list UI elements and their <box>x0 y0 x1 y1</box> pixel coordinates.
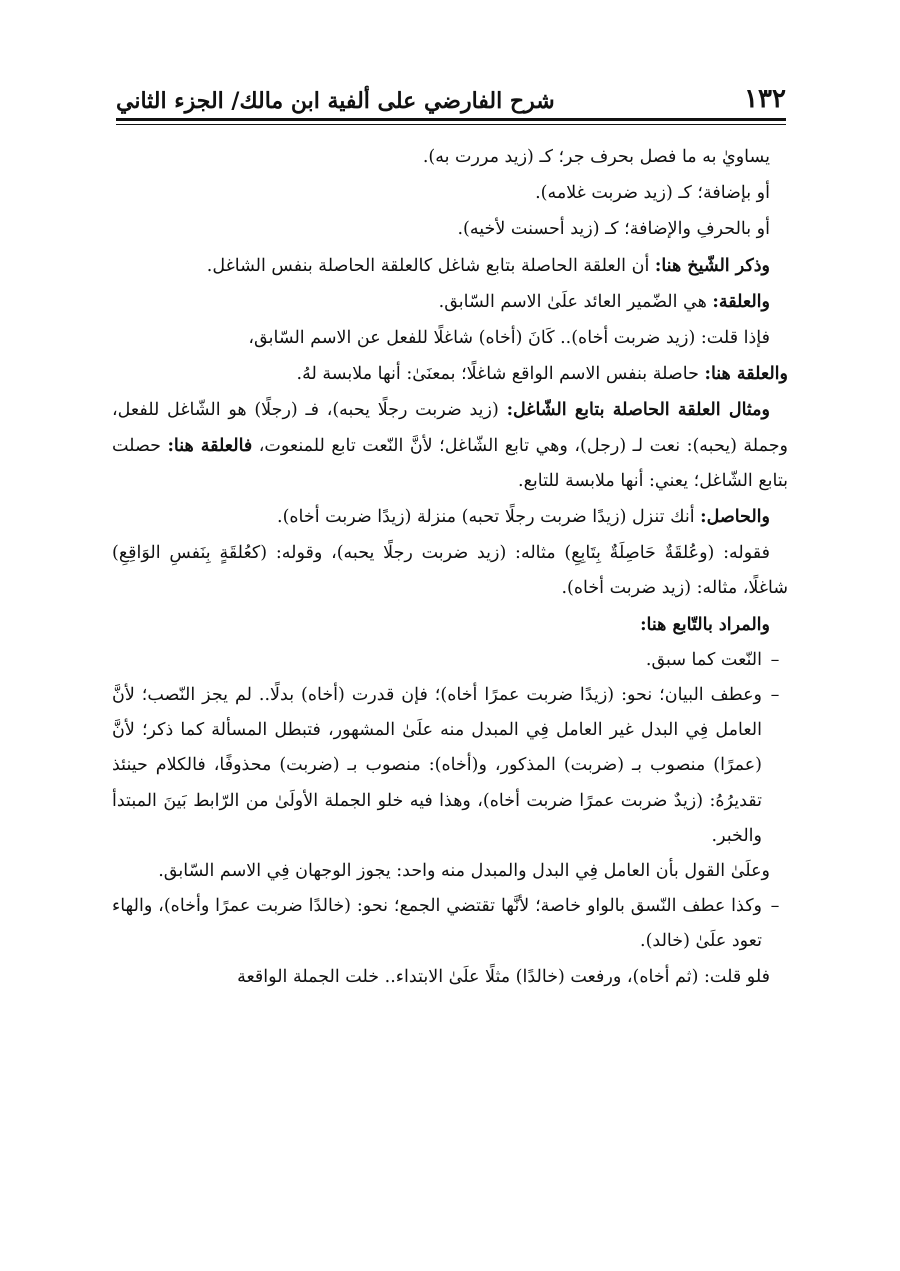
header-rule-thin <box>116 124 786 125</box>
section-heading: والمراد بالتّابع هنا: <box>640 614 770 635</box>
list-item <box>112 643 788 678</box>
list-item-text: النّعت كما سبق. <box>645 649 762 670</box>
paragraph-label: والعلقة هنا: <box>704 364 788 385</box>
header-rule-thick <box>116 118 786 121</box>
paragraph: فقوله: (وعُلقَةٌ حَاصِلَةٌ بِتَابِعِ) مثاله: (زيد ضربت رجلًا يحبه)، وقوله: (كعُلقَةٍ بِنَفسِ الوَاقِعِ) شاغلًا، مثاله: (زيد ضربت أخاه). <box>112 543 788 599</box>
paragraph <box>112 285 788 320</box>
paragraph: فلو قلت: (ثم أخاه)، ورفعت (خالدًا) مثلًا علَىٰ الابتداء.. خلت الجملة الواقعة <box>237 966 770 987</box>
paragraph-label: والحاصل: <box>700 507 770 528</box>
paragraph-text-2: حصلت بتابع الشّاغل؛ يعني: أنها ملابسة للتابع. <box>112 435 788 491</box>
paragraph-text: حاصلة بنفس الاسم الواقع شاغلًا؛ بمعنَىٰ: أنها ملابسة لهُ. <box>296 364 705 385</box>
paragraph: أو بإضافة؛ كـ (زيد ضربت غلامه). <box>535 183 770 204</box>
page-number: ١٣٢ <box>744 84 786 114</box>
paragraph: يساويٰ به ما فصل بحرف جر؛ كـ (زيد مررت به). <box>422 147 770 167</box>
list-dash: – <box>770 685 780 706</box>
paragraph-label-2: فالعلقة هنا: <box>167 435 253 456</box>
paragraph-text: (زيد ضربت رجلًا يحبه)، فـ (رجلًا) هو الشّاغل للفعل، وجملة (يحبه): نعت لـ (رجل)، وهي تابع الشّاغل؛ لأنَّ النّعت تابع للمنعوت، <box>112 400 788 456</box>
paragraph-text: أنك تنزل (زيدًا ضربت رجلًا تحبه) منزلة (زيدًا ضربت أخاه). <box>277 507 701 528</box>
list-item <box>112 678 788 854</box>
paragraph: فإذا قلت: (زيد ضربت أخاه).. كَانَ (أخاه) شاغلًا للفعل عن الاسم السّابق، <box>248 328 770 349</box>
list-dash: – <box>770 896 780 917</box>
paragraph-label: ومثال العلقة الحاصلة بتابع الشّاغل: <box>506 400 771 421</box>
list-item <box>112 889 788 959</box>
paragraph-label: وذكر الشّيخ هنا: <box>654 255 770 276</box>
paragraph-label: والعلقة: <box>712 291 770 312</box>
paragraph <box>112 393 788 499</box>
paragraph-text: أن العلقة الحاصلة بتابع شاغل كالعلقة الحاصلة بنفس الشاغل. <box>206 255 655 276</box>
paragraph: أو بالحرفِ والإضافة؛ كـ (زيد أحسنت لأخيه). <box>457 219 770 240</box>
running-title: شرح الفارضي على ألفية ابن مالك/ الجزء الثاني <box>116 88 555 114</box>
list-item-text: وكذا عطف النّسق بالواو خاصة؛ لأنَّها تقتضي الجمع؛ نحو: (خالدًا ضربت عمرًا وأخاه)، والهاء تعود علَىٰ (خالد). <box>112 896 762 952</box>
paragraph <box>112 500 788 535</box>
paragraph <box>112 249 788 284</box>
list-item-text: وعطف البيان؛ نحو: (زيدًا ضربت عمرًا أخاه)؛ فإن قدرت (أخاه) بدلًا.. لم يجز النّصب؛ لأنَّ العامل فِي البدل غير العامل فِي المبدل منه علَىٰ المشهور، فتبطل المسألة كما ذكر؛ لأنَّ (عمرًا) منصوب بـ (ضربت) المذكور، و(أخاه): منصوب بـ (ضربت) محذوفًا، فالكلام حينئذ تقديرُهُ: (زيدٌ ضربت عمرًا ضربت أخاه)، وهذا فيه خلو الجملة الأولَىٰ من الرّابط بَينَ المبتدأ والخبر. <box>112 685 762 846</box>
paragraph-text: هي الضّمير العائد علَىٰ الاسم السّابق. <box>438 291 713 312</box>
paragraph <box>112 357 788 392</box>
page-header <box>116 68 786 114</box>
body-text <box>112 140 788 995</box>
paragraph: وعلَىٰ القول بأن العامل فِي البدل والمبدل منه واحد: يجوز الوجهان فِي الاسم السّابق. <box>158 861 770 882</box>
list-dash: – <box>770 649 780 670</box>
